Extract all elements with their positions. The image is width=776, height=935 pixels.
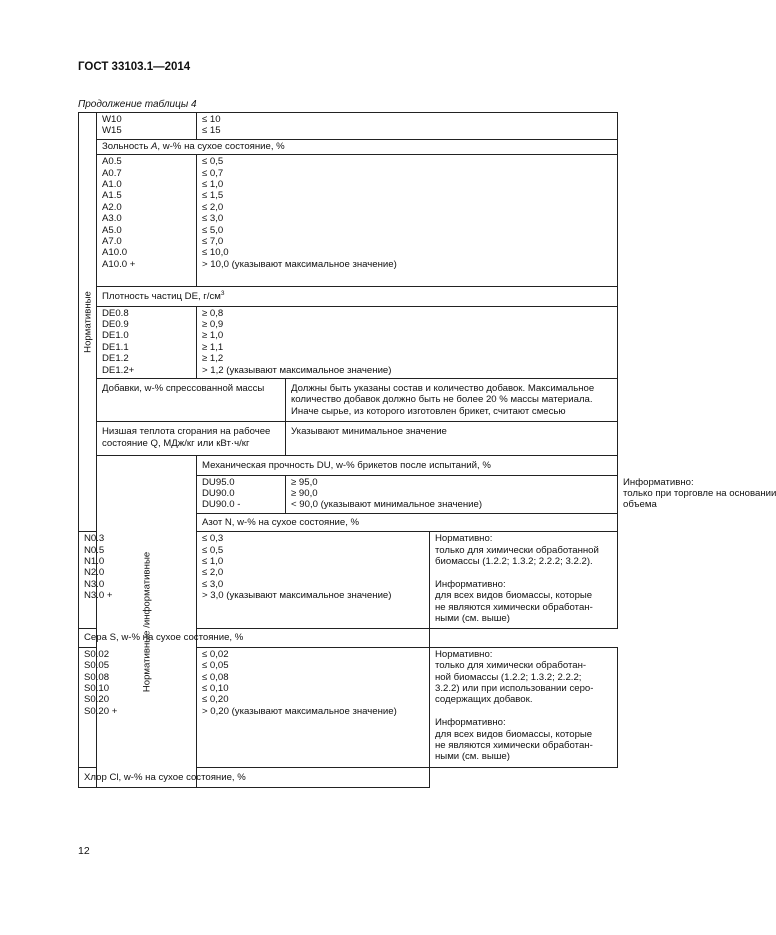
- nitrogen-title: Азот N, w-% на сухое состояние, %: [197, 513, 618, 531]
- durability-title: Механическая прочность DU, w-% брикетов после испытаний, %: [197, 456, 618, 475]
- nitrogen-values: ≤ 0,3 ≤ 0,5 ≤ 1,0 ≤ 2,0 ≤ 3,0 > 3,0 (указывают максимальное значение): [197, 532, 430, 629]
- durability-values: ≥ 95,0 ≥ 90,0 < 90,0 (указывают минимальное значение): [286, 475, 618, 513]
- density-codes: DE0.8 DE0.9 DE1.0 DE1.1 DE1.2 DE1.2+: [97, 306, 197, 378]
- durability-title-row: [79, 456, 618, 475]
- ash-title-row: [79, 139, 618, 154]
- additives-label: Добавки, w-% спрессованной массы: [97, 379, 286, 422]
- page-number: 12: [78, 845, 90, 857]
- group-normative-cell: [79, 113, 97, 532]
- ash-codes: A0.5 A0.7 A1.0 A1.5 A2.0 A3.0 A5.0 A7.0 A10.0 A10.0 +: [97, 155, 197, 287]
- durability-row: DU95.0 DU90.0 DU90.0 - ≥ 95,0 ≥ 90,0 < 90,0 (указывают минимальное значение) Информативно: только при торговле на основании объема: [79, 475, 618, 513]
- density-title-row: [79, 287, 618, 306]
- additives-row: [79, 379, 618, 422]
- moisture-row: [79, 113, 618, 140]
- sulfur-codes: S0.02 S0.05 S0.08 S0.10 S0.20 S0.20 +: [79, 647, 97, 767]
- density-values: ≥ 0,8 ≥ 0,9 ≥ 1,0 ≥ 1,1 ≥ 1,2 > 1,2 (указывают максимальное значение): [197, 306, 618, 378]
- ash-row: [79, 155, 618, 287]
- sulfur-note: Нормативно: только для химически обработан- ной биомассы (1.2.2; 1.3.2; 2.2.2; 3.2.2) или при использовании серо- содержащих добавок. Информативно: для всех видов биомассы, которые не являются химически обработан- ными (см. выше): [430, 647, 618, 767]
- moisture-values: ≤ 10 ≤ 15: [197, 113, 618, 140]
- density-title: Плотность частиц DE, $г/см^3$: [97, 287, 618, 306]
- group-mixed-cell: [97, 456, 197, 788]
- nitrogen-note: Нормативно: только для химически обработанной биомассы (1.2.2; 1.3.2; 2.2.2; 3.2.2). Информативно: для всех видов биомассы, которые не являются химически обработан- ными (см. выше): [430, 532, 618, 629]
- durability-codes: DU95.0 DU90.0 DU90.0 -: [197, 475, 286, 513]
- additives-text: Должны быть указаны состав и количество добавок. Максимальное количество добавок должно быть не более 20 % массы материала. Иначе сырье, из которого изготовлен брикет, считают смесью: [286, 379, 618, 422]
- ash-values: ≤ 0,5 ≤ 0,7 ≤ 1,0 ≤ 1,5 ≤ 2,0 ≤ 3,0 ≤ 5,0 ≤ 7,0 ≤ 10,0 > 10,0 (указывают максимальное значение): [197, 155, 618, 287]
- ash-title: Зольность A, w-% на сухое состояние, %: [97, 139, 618, 154]
- calorific-text: Указывают минимальное значение: [286, 422, 618, 456]
- document-header: ГОСТ 33103.1—2014: [78, 61, 191, 73]
- calorific-label: Низшая теплота сгорания на рабочее состояние Q, МДж/кг или кВт·ч/кг: [97, 422, 286, 456]
- group-mixed-label: Нормативные /информативные: [140, 551, 152, 692]
- density-row: [79, 306, 618, 378]
- nitrogen-codes: N0.3 N0.5 N1.0 N2.0 N3.0 N3.0 +: [79, 532, 97, 629]
- properties-table: [78, 112, 776, 788]
- calorific-row: [79, 422, 618, 456]
- group-normative-label: Нормативные: [81, 291, 93, 353]
- moisture-codes: W10 W15: [97, 113, 197, 140]
- sulfur-values: ≤ 0,02 ≤ 0,05 ≤ 0,08 ≤ 0,10 ≤ 0,20 > 0,20 (указывают максимальное значение): [197, 647, 430, 767]
- sulfur-title: Сера S, w-% на сухое состояние, %: [79, 629, 430, 647]
- table-continuation-caption: Продолжение таблицы 4: [78, 99, 197, 110]
- chlorine-title: Хлор Cl, w-% на сухое состояние, %: [79, 767, 430, 787]
